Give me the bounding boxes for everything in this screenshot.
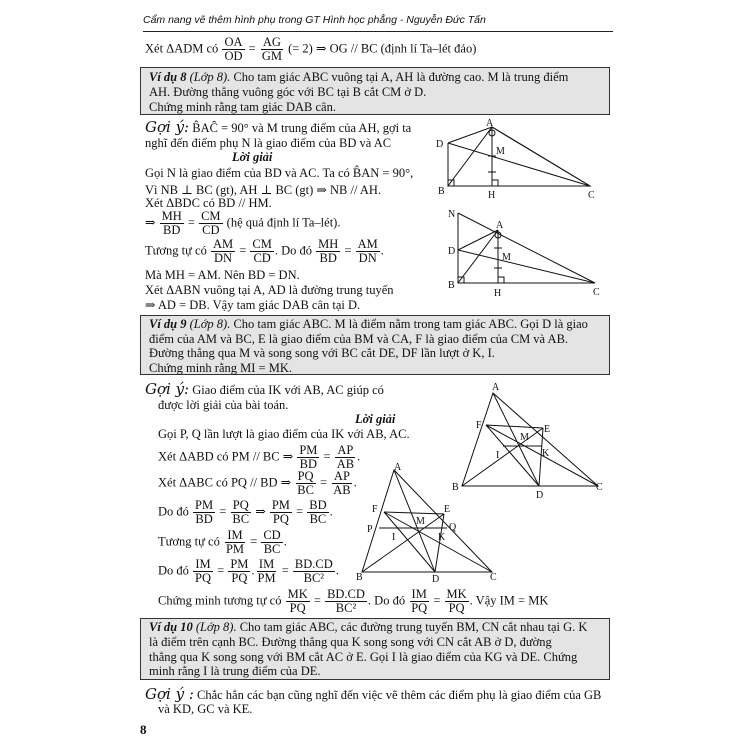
hint-line: Gợi ý: B̂AĈ = 90° và M trung điểm của AH, gợi ta — [145, 118, 412, 136]
svg-text:D: D — [536, 490, 544, 500]
running-header: Cẩm nang vẽ thêm hình phụ trong GT Hình học phẳng - Nguyễn Đức Tấn — [143, 14, 486, 26]
example-title: Ví dụ 9 — [149, 317, 187, 331]
intro-text: (= 2) ⇒ OG // BC (định lí Ta–lét đảo) — [288, 41, 477, 56]
solution-line: ⇒ AD = DB. Vậy tam giác DAB cân tại D. — [145, 298, 361, 312]
fraction: $\frac{OA}{OD}$ — [224, 35, 243, 64]
svg-text:D: D — [432, 574, 440, 582]
solution-line: Tương tự có $\frac{IM}{PM}$ = $\frac{CD}{BC}$ . — [158, 528, 287, 557]
svg-text:M: M — [502, 252, 511, 263]
hint-text: được lời giải của bài toán. — [158, 398, 289, 412]
svg-text:C: C — [588, 190, 595, 201]
hint-label: Gợi ý: — [145, 380, 190, 398]
solution-line: Vì NB ⊥ BC (gt), AH ⊥ BC (gt) ⇒ NB // AH. — [145, 183, 382, 197]
svg-text:A: A — [496, 220, 504, 231]
fraction: $\frac{AG}{GM}$ — [261, 35, 282, 64]
svg-text:H: H — [488, 190, 496, 201]
solution-heading: Lời giải — [355, 412, 396, 426]
solution-line: Do đó $\frac{PM}{BD}$ = $\frac{PQ}{BC}$ ⇒ $\frac{PM}{PQ}$ = $\frac{BD}{BC}$ . — [158, 498, 333, 527]
solution-line: Xét ΔBDC có BD // HM. — [145, 196, 272, 210]
hint-label: Gợi ý : — [145, 685, 194, 703]
svg-text:C: C — [596, 482, 603, 493]
example-title: Ví dụ 8 — [149, 70, 187, 84]
header-rule — [143, 31, 613, 32]
intro-line: Xét ΔADM có $\frac{OA}{OD}$ = $\frac{AG}{GM}$ (= 2) ⇒ OG // BC (định lí Ta–lét đảo) — [145, 35, 477, 64]
hint-line: Gợi ý : Chắc hẳn các bạn cũng nghĩ đến việc vẽ thêm các điểm phụ là giao điểm của GB — [145, 685, 602, 703]
svg-text:F: F — [476, 420, 482, 431]
solution-line: Mà MH = AM. Nên BD = DN. — [145, 268, 300, 282]
svg-text:I: I — [392, 532, 396, 543]
svg-text:I: I — [496, 450, 500, 461]
solution-line: Gọi N là giao điểm của BD và AC. Ta có B̂AN = 90°, — [145, 166, 414, 180]
svg-text:C: C — [593, 287, 600, 298]
svg-text:C: C — [490, 572, 497, 582]
figure-ex8-2 — [440, 208, 605, 303]
svg-text:P: P — [367, 524, 373, 535]
svg-text:F: F — [372, 504, 378, 515]
svg-text:B: B — [452, 482, 459, 493]
svg-text:A: A — [394, 462, 402, 473]
solution-line: Do đó $\frac{IM}{PQ}$ = $\frac{PM}{PQ}$ . $\frac{IM}{PM}$ = $\frac{BD.CD}{\text{BC²}}$ . — [158, 557, 339, 586]
svg-text:M: M — [496, 146, 505, 157]
solution-line: Xét ΔABN vuông tại A, AD là đường trung tuyến — [145, 283, 394, 297]
figure-ex9-2 — [352, 462, 502, 582]
solution-line: Xét ΔABD có PM // BC ⇒ $\frac{PM}{BD}$ = $\frac{AP}{AB}$ . — [158, 443, 361, 472]
svg-text:Q: Q — [449, 522, 457, 533]
solution-heading: Lời giải — [232, 150, 273, 164]
svg-text:B: B — [438, 186, 445, 197]
hint-text: và KD, GC và KE. — [158, 702, 253, 716]
svg-text:M: M — [416, 516, 425, 527]
solution-line: Xét ΔABC có PQ // BD ⇒ $\frac{PQ}{BC}$ = $\frac{AP}{AB}$ . — [158, 469, 357, 498]
intro-text: Xét ΔADM có — [145, 41, 219, 56]
example-10-box: Ví dụ 10 (Lớp 8). Cho tam giác ABC, các đường trung tuyến BM, CN cắt nhau tại G. K là điểm trên cạnh BC. Đường thẳng qua K song song với CN cắt AB ở D, đường thẳng qua K song song với BM cắt AC ở E. Gọi I là giao điểm của KG và DE. Chứng minh rằng I là trung điểm của DE. — [140, 618, 610, 680]
page-number: 8 — [140, 722, 147, 737]
hint-text: nghĩ đến điểm phụ N là giao điểm của BD và AC — [145, 136, 392, 150]
figure-ex8-1 — [430, 118, 615, 208]
example-title: Ví dụ 10 — [149, 620, 193, 634]
svg-text:H: H — [494, 288, 502, 299]
solution-line: Tương tự có $\frac{AM}{DN}$ = $\frac{CM}{CD}$ . Do đó $\frac{MH}{BD}$ = $\frac{AM}{DN}$ . — [145, 237, 384, 266]
svg-text:K: K — [542, 448, 550, 459]
solution-line: Chứng minh tương tự có $\frac{MK}{PQ}$ = $\frac{BD.CD}{\text{BC²}}$ . Do đó $\frac{IM}{PQ}$ = $\frac{MK}{PQ}$ . Vậy IM = MK — [158, 587, 549, 616]
svg-text:M: M — [520, 432, 529, 443]
svg-text:B: B — [448, 280, 455, 291]
hint-label: Gợi ý: — [145, 118, 190, 136]
solution-line: Gọi P, Q lần lượt là giao điểm của IK với AB, AC. — [158, 427, 410, 441]
svg-text:N: N — [448, 209, 456, 220]
svg-text:E: E — [444, 504, 451, 515]
example-9-box: Ví dụ 9 (Lớp 8). Cho tam giác ABC. M là điểm nằm trong tam giác ABC. Gọi D là giao điểm của AM và BC, E là giao điểm của BM và CA, F là giao điểm của CM và AB. Đường thẳng qua M và song song với BC cắt DE, DF lần lượt ở K, I. Chứng minh rằng MI = MK. — [140, 315, 610, 375]
svg-text:E: E — [544, 424, 551, 435]
svg-text:A: A — [492, 382, 500, 393]
svg-text:K: K — [438, 532, 446, 543]
svg-text:D: D — [448, 246, 456, 257]
svg-text:A: A — [486, 118, 494, 129]
svg-text:D: D — [436, 139, 444, 150]
example-8-box: Ví dụ 8 (Lớp 8). Cho tam giác ABC vuông tại A, AH là đường cao. M là trung điểm AH. Đường thẳng vuông góc với BC tại B cắt CM ở D. Chứng minh rằng tam giác DAB cân. — [140, 67, 610, 115]
svg-text:B: B — [356, 572, 363, 582]
example-text: AH. Đường thẳng vuông góc với BC tại B cắt CM ở D. — [149, 85, 427, 99]
hint-line: Gợi ý: Giao điểm của IK với AB, AC giúp có — [145, 380, 384, 398]
example-text: Chứng minh rằng tam giác DAB cân. — [149, 100, 336, 114]
solution-line: ⇒ $\frac{MH}{BD}$ = $\frac{CM}{CD}$ (hệ quả định lí Ta–lét). — [145, 209, 341, 238]
